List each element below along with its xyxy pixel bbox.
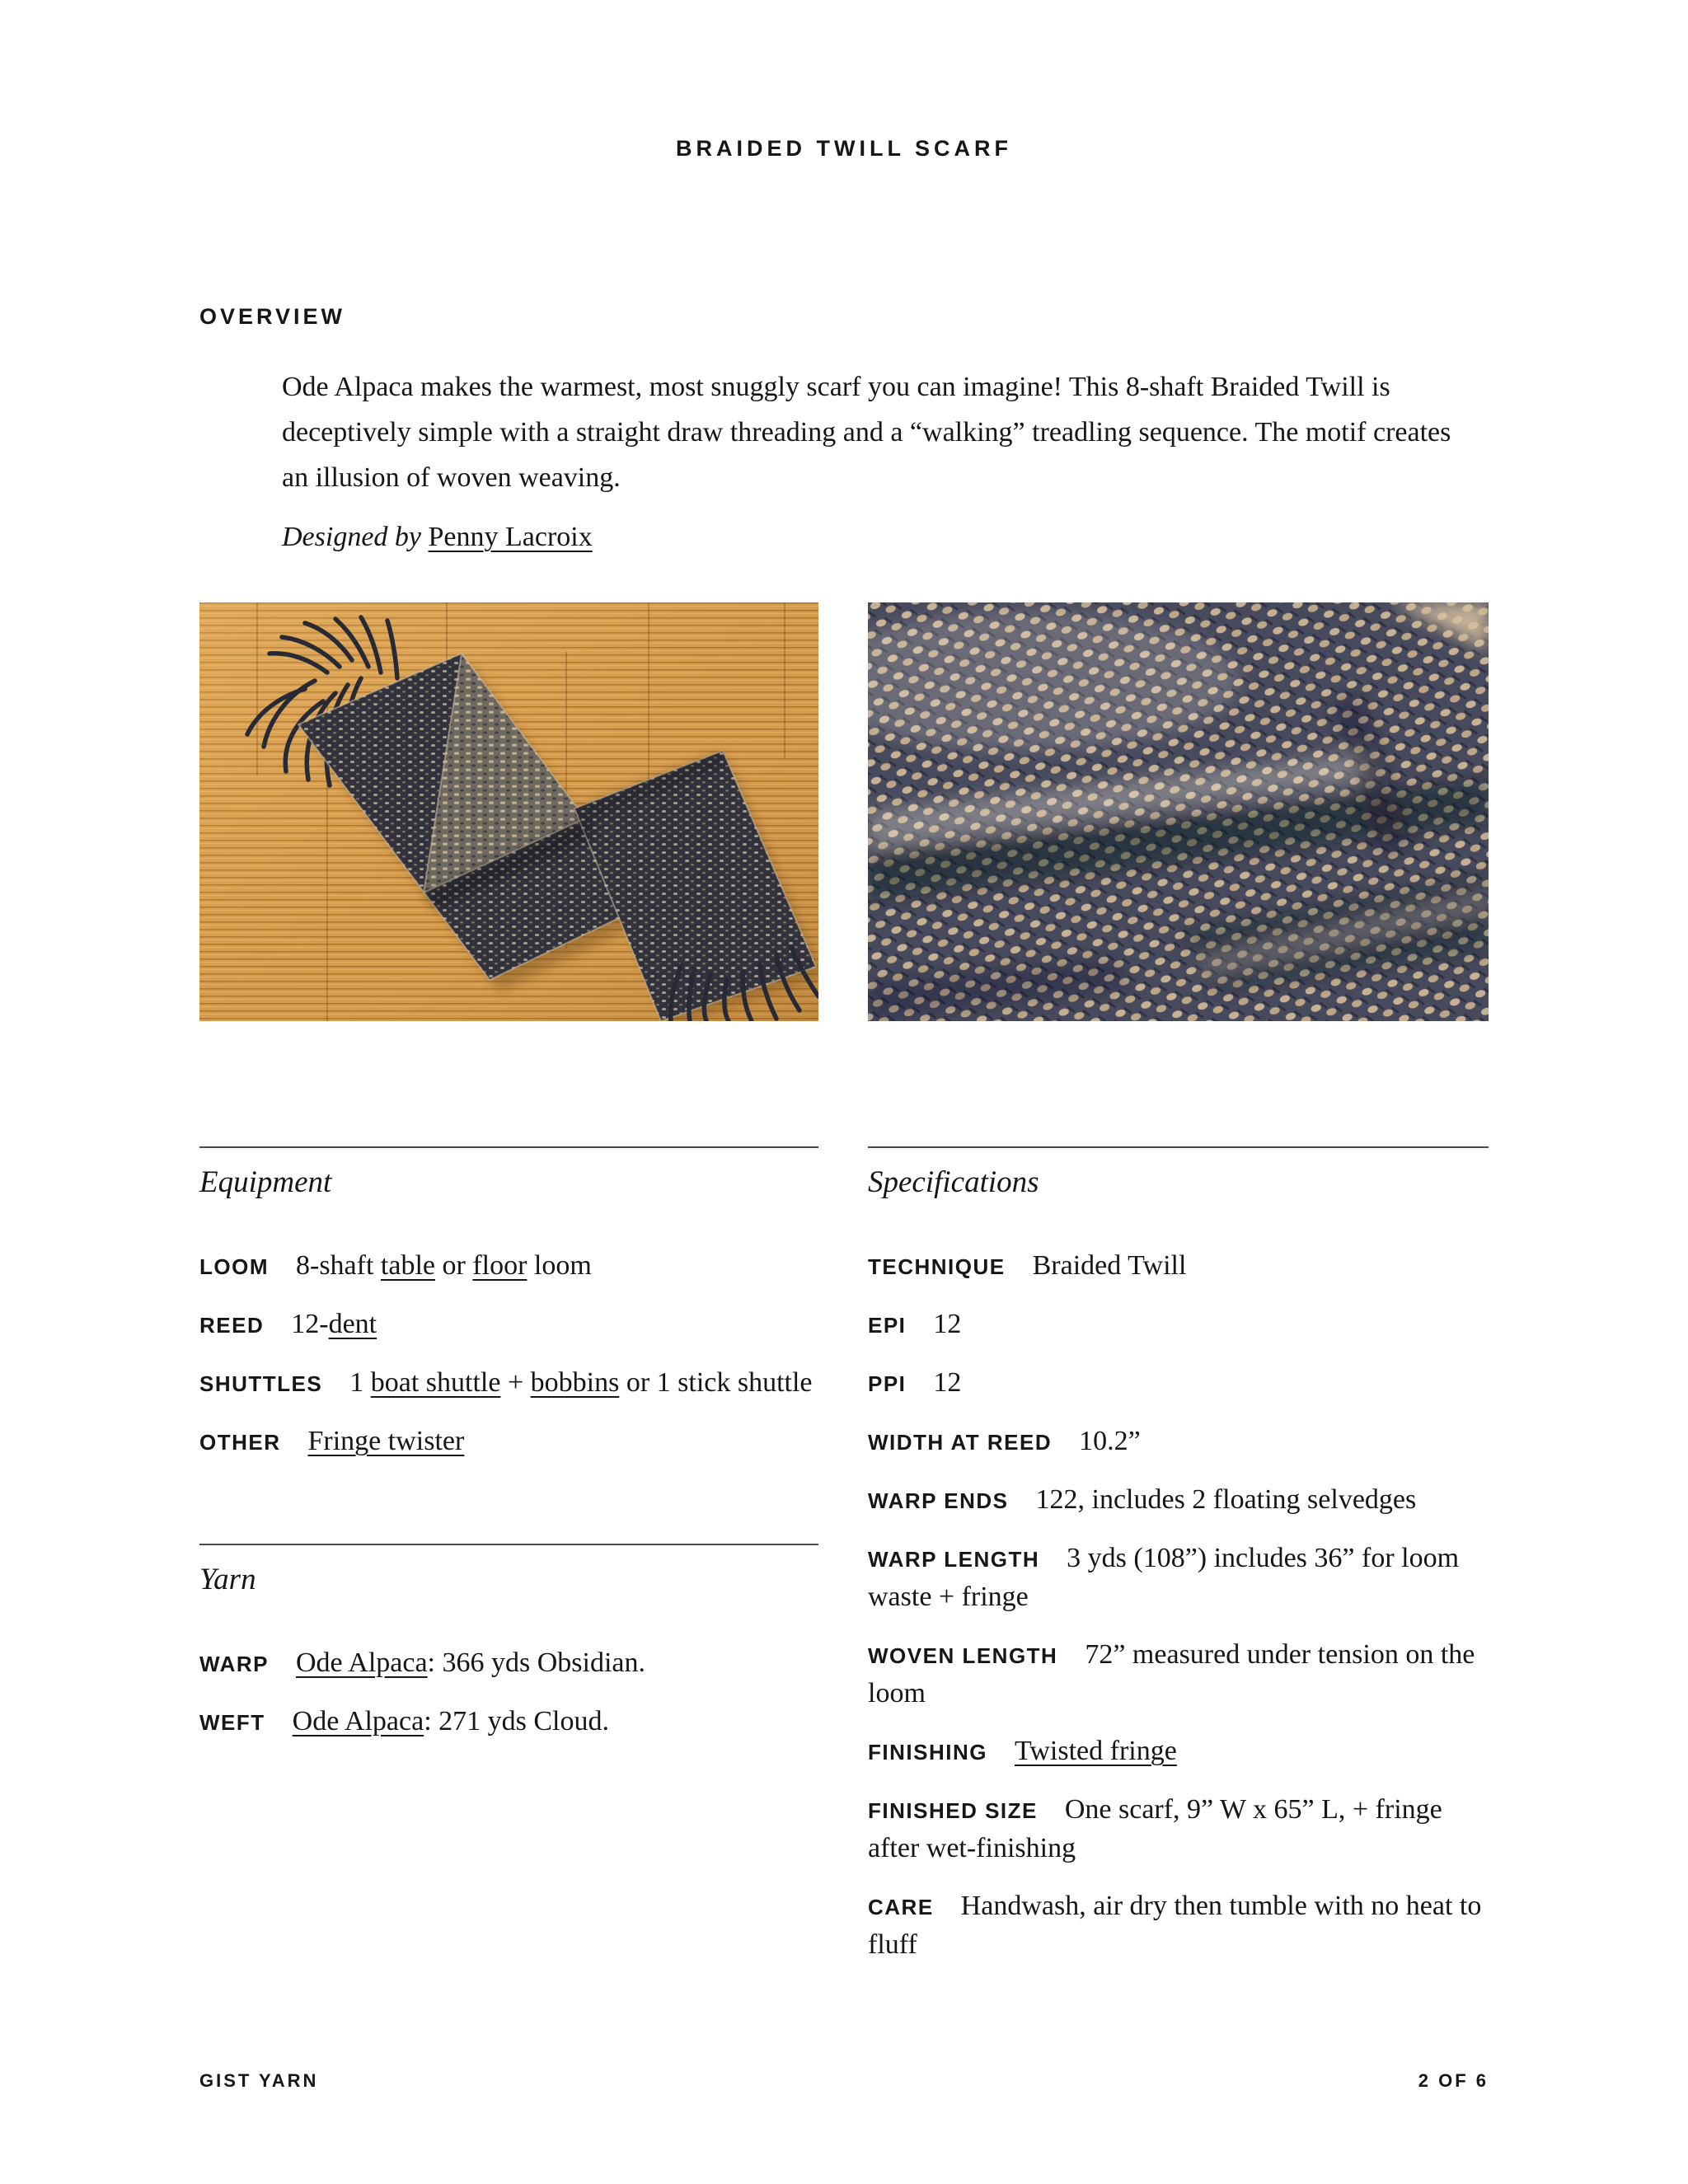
spec-item [199,1364,818,1403]
spec-item [868,1305,1489,1344]
yarn-section [199,1544,818,1741]
spec-item [199,1644,818,1683]
right-column [868,1146,1489,1984]
scarf-photo-illustration [199,602,818,1021]
spec-value [296,1250,592,1281]
text-segment: 72” measured under tension on the loom [868,1639,1475,1708]
spec-item [199,1247,818,1286]
text-segment: 8-shaft [296,1250,381,1281]
scarf-on-bamboo-photo [199,602,818,1021]
designed-by-prefix: Designed by [282,522,429,552]
spec-item [868,1540,1489,1616]
section-rule [199,1146,818,1148]
text-segment: 10.2” [1079,1426,1141,1456]
spec-item [199,1422,818,1461]
spec-item [868,1791,1489,1868]
spec-value [933,1309,961,1339]
spec-label: WEFT [199,1710,265,1735]
yarn-items [199,1644,818,1741]
spec-item [199,1703,818,1741]
inline-link[interactable]: Fringe twister [307,1426,465,1456]
spec-label: CARE [868,1895,934,1919]
specifications-heading: Specifications [868,1165,1039,1199]
overview-heading: OVERVIEW [199,304,346,329]
text-segment: 12- [291,1309,329,1339]
spec-label: FINISHED SIZE [868,1798,1038,1823]
page-footer [199,2070,1489,2092]
spec-value [868,1891,1481,1960]
spec-label: TECHNIQUE [868,1254,1006,1279]
text-segment: or [435,1250,473,1281]
text-segment: 122, includes 2 floating selvedges [1035,1484,1417,1515]
fabric-closeup-photo [868,602,1489,1021]
yarn-heading: Yarn [199,1563,256,1596]
inline-link[interactable]: bobbins [530,1367,620,1398]
specification-items [868,1247,1489,1964]
spec-value [933,1367,961,1398]
spec-label: OTHER [199,1430,281,1455]
inline-link[interactable]: Ode Alpaca [292,1706,424,1736]
spec-label: WOVEN LENGTH [868,1643,1058,1668]
text-segment: 3 yds (108”) includes 36” for loom waste + fringe [868,1543,1460,1612]
spec-item [868,1481,1489,1520]
text-segment: + [500,1367,531,1398]
spec-value [291,1309,377,1339]
text-segment: or 1 stick shuttle [619,1367,813,1398]
spec-label: PPI [868,1371,907,1396]
spec-item [868,1636,1489,1713]
section-rule [199,1544,818,1545]
section-rule [868,1146,1489,1148]
equipment-section [199,1146,818,1461]
spec-columns [199,1146,1489,1984]
text-segment: Braided Twill [1032,1250,1187,1281]
designed-by-line [282,517,1489,558]
spec-label: REED [199,1313,265,1338]
spec-value [296,1647,645,1678]
spec-value [1033,1250,1187,1281]
text-segment: 12 [933,1309,962,1339]
specifications-section [868,1146,1489,1964]
inline-link[interactable]: dent [328,1309,377,1339]
spec-item [868,1364,1489,1403]
spec-label: SHUTTLES [199,1371,323,1396]
spec-item [199,1305,818,1344]
text-segment: loom [527,1250,592,1281]
inline-link[interactable]: floor [472,1250,528,1281]
text-segment: : 271 yds Cloud. [424,1706,610,1736]
text-segment: Handwash, air dry then tumble with no heat to fluff [868,1891,1482,1960]
spec-label: LOOM [199,1254,269,1279]
spec-label: WIDTH AT REED [868,1430,1053,1455]
spec-value [1015,1736,1177,1766]
spec-label: WARP LENGTH [868,1547,1040,1572]
equipment-heading: Equipment [199,1165,332,1199]
inline-link[interactable]: Twisted fringe [1014,1736,1177,1766]
spec-item [868,1247,1489,1286]
spec-label: WARP [199,1652,269,1676]
text-segment: 12 [933,1367,962,1398]
overview-paragraph: Ode Alpaca makes the warmest, most snuggly scarf you can imagine! This 8-shaft Braided Twill is deceptively simple with a straight draw threading and a “walking” treadling sequence. The motif creates an illusion of woven weaving. [282,372,1451,493]
fabric-closeup-illustration [868,602,1489,1021]
designer-link[interactable]: Penny Lacroix [428,522,593,552]
spec-item [868,1887,1489,1964]
spec-value [1079,1426,1141,1456]
spec-value [349,1367,812,1398]
spec-value [308,1426,465,1456]
inline-link[interactable]: Ode Alpaca [296,1647,428,1678]
spec-item [868,1422,1489,1461]
spec-value [1036,1484,1417,1515]
equipment-items [199,1247,818,1461]
inline-link[interactable]: boat shuttle [370,1367,501,1398]
footer-brand: GIST YARN [199,2070,319,2091]
text-segment: 1 [349,1367,371,1398]
spec-label: WARP ENDS [868,1488,1009,1513]
spec-label: FINISHING [868,1740,987,1765]
left-column [199,1146,818,1761]
text-segment: : 366 yds Obsidian. [427,1647,645,1678]
photo-row [199,602,1489,1021]
spec-value [293,1706,609,1736]
inline-link[interactable]: table [380,1250,435,1281]
spec-label: EPI [868,1313,907,1338]
page-number: 2 OF 6 [1418,2070,1489,2091]
page-title: BRAIDED TWILL SCARF [676,136,1012,161]
spec-item [868,1732,1489,1771]
text-segment: One scarf, 9” W x 65” L, + fringe after wet-finishing [868,1794,1442,1863]
